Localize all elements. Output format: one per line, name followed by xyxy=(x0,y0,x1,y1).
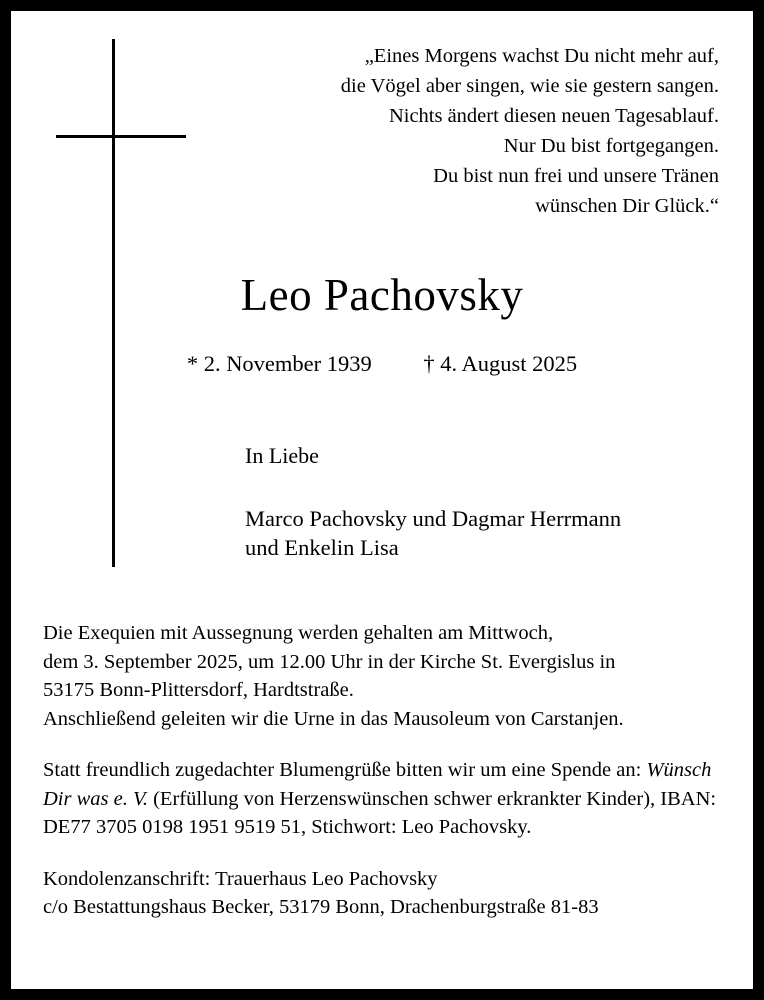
death-date: † 4. August 2025 xyxy=(423,351,578,376)
life-dates xyxy=(11,351,753,377)
survivors-block xyxy=(245,504,621,562)
survivors-line: Marco Pachovsky und Dagmar Herrmann xyxy=(245,506,622,531)
service-details xyxy=(43,619,733,733)
details-block xyxy=(43,619,733,922)
poem-line: wünschen Dir Glück.“ xyxy=(535,195,719,217)
poem-block xyxy=(249,41,719,221)
service-line: dem 3. September 2025, um 12.00 Uhr in der Kirche St. Evergislus in xyxy=(43,650,616,673)
deceased-name: Leo Pachovsky xyxy=(240,270,524,320)
birth-date: * 2. November 1939 xyxy=(186,351,372,376)
cross-horizontal-bar xyxy=(56,135,186,138)
poem-line: die Vögel aber singen, wie sie gestern sangen. xyxy=(340,75,719,97)
poem-line: Du bist nun frei und unsere Tränen xyxy=(433,165,719,187)
poem-line: „Eines Morgens wachst Du nicht mehr auf, xyxy=(364,45,719,67)
poem-line: Nur Du bist fortgegangen. xyxy=(503,135,719,157)
donation-text-post: (Erfüllung von Herzenswünschen schwer erkrankter Kinder), IBAN: DE77 3705 0198 1951 9519 51, Stichwort: Leo Pachovsky. xyxy=(43,787,717,838)
donation-organisation: Wünsch Dir was e. V. xyxy=(43,759,712,810)
condolence-address xyxy=(43,865,733,922)
condolence-line: c/o Bestattungshaus Becker, 53179 Bonn, Drachenburgstraße 81-83 xyxy=(43,896,599,918)
obituary-card xyxy=(10,10,754,990)
in-love-label: In Liebe xyxy=(245,443,319,468)
survivors-line: und Enkelin Lisa xyxy=(245,535,399,560)
poem-line: Nichts ändert diesen neuen Tagesablauf. xyxy=(388,105,719,127)
service-line: 53175 Bonn-Plittersdorf, Hardtstraße. xyxy=(43,679,354,701)
donation-details xyxy=(43,756,733,842)
service-line: Anschließend geleiten wir die Urne in das Mausoleum von Carstanjen. xyxy=(43,707,624,730)
condolence-line: Kondolenzanschrift: Trauerhaus Leo Pachovsky xyxy=(43,867,438,890)
donation-text-pre: Statt freundlich zugedachter Blumengrüße bitten wir um eine Spende an: xyxy=(43,759,647,781)
service-line: Die Exequien mit Aussegnung werden gehalten am Mittwoch, xyxy=(43,622,554,644)
